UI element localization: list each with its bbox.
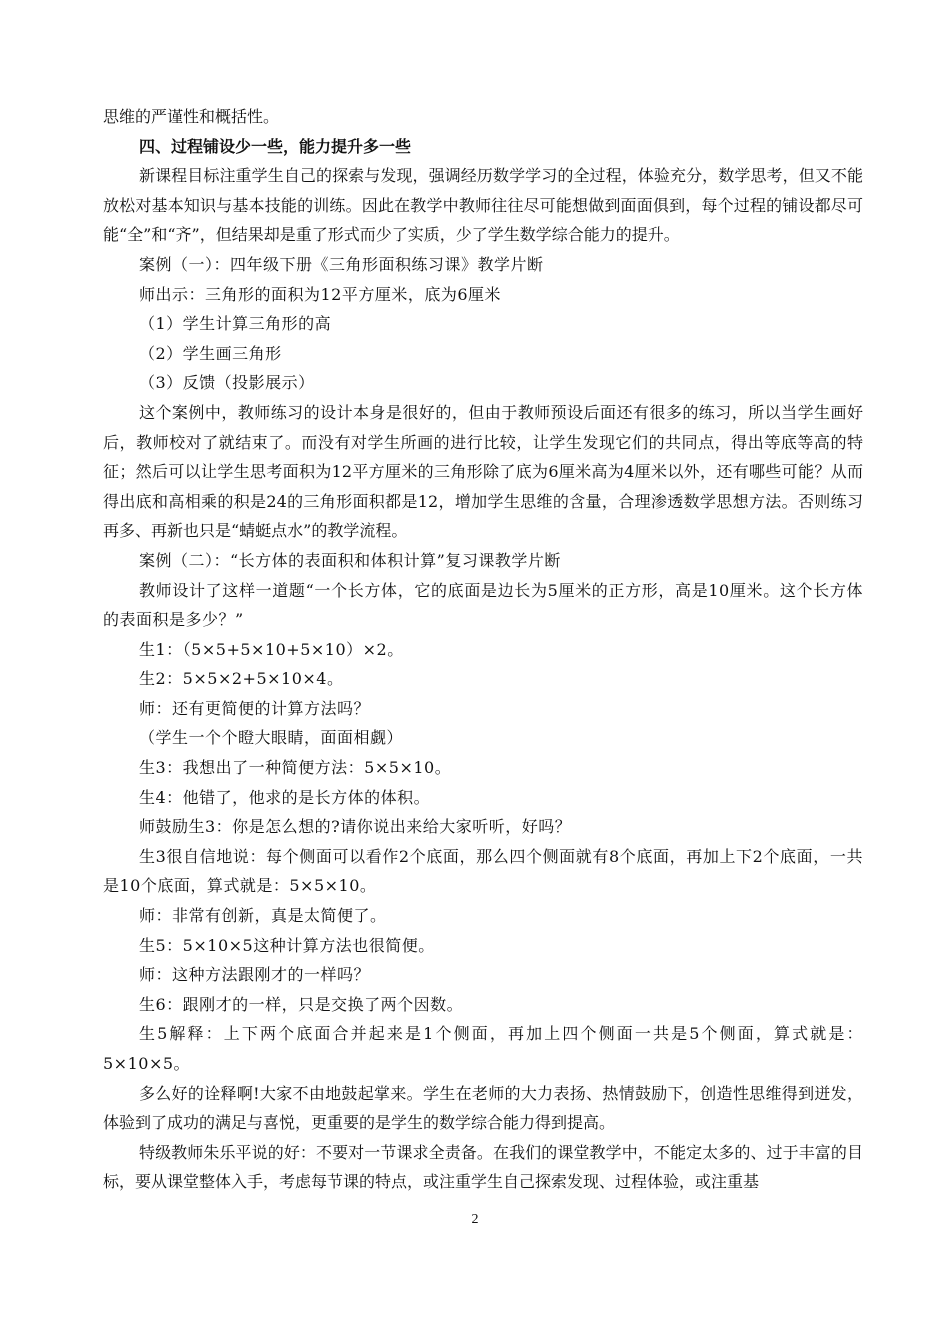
paragraph: 教师设计了这样一道题“一个长方体，它的底面是边长为5厘米的正方形，高是10厘米。这个长方体的表面积是多少？” [103,580,863,630]
dialogue-line: 生3很自信地说：每个侧面可以看作2个底面，那么四个侧面就有8个底面，再加上下2个底面，一共是10个底面，算式就是：5×5×10。 [103,846,863,896]
dialogue-line: （学生一个个瞪大眼睛，面面相觑） [139,728,404,748]
dialogue-line: 生3：我想出了一种简便方法：5×5×10。 [139,758,452,778]
list-item: （1）学生计算三角形的高 [139,314,332,334]
paragraph: 新课程目标注重学生自己的探索与发现，强调经历数学学习的全过程，体验充分，数学思考，但又不能放松对基本知识与基本技能的训练。因此在教学中教师往往尽可能想做到面面俱到，每个过程的铺设都尽可能“全”和“齐”，但结果却是重了形式而少了实质，少了学生数学综合能力的提升。 [103,166,863,245]
paragraph: 思维的严谨性和概括性。 [103,107,280,126]
paragraph: 这个案例中，教师练习的设计本身是很好的，但由于教师预设后面还有很多的练习，所以当学生画好后，教师校对了就结束了。而没有对学生所画的进行比较，让学生发现它们的共同点，得出等底等高的特征；然后可以让学生思考面积为12平方厘米的三角形除了底为6厘米高为4厘米以外，还有哪些可能？从而得出底和高相乘的积是24的三角形面积都是12，增加学生思维的含量，合理渗透数学思想方法。否则练习再多、再新也只是“蜻蜓点水”的教学流程。 [103,402,863,541]
dialogue-line: 师：还有更简便的计算方法吗？ [139,698,371,718]
case-title: 案例（一）：四年级下册《三角形面积练习课》教学片断 [139,254,544,274]
dialogue-line: 生5解释：上下两个底面合并起来是1个侧面，再加上四个侧面一共是5个侧面，算式就是：5×10×5。 [103,1024,863,1073]
section-heading: 四、过程铺设少一些，能力提升多一些 [139,136,412,156]
case-title: 案例（二）：“长方体的表面积和体积计算”复习课教学片断 [139,550,561,570]
page-number: 2 [471,1212,479,1227]
dialogue-line: 师：非常有创新，真是太简便了。 [139,906,387,926]
paragraph: 特级教师朱乐平说的好：不要对一节课求全责备。在我们的课堂教学中，不能定太多的、过于丰富的目标，要从课堂整体入手，考虑每节课的特点，或注重学生自己探索发现、过程体验，或注重基 [103,1142,863,1192]
dialogue-line: 生6：跟刚才的一样，只是交换了两个因数。 [139,994,464,1014]
dialogue-line: 生2：5×5×2+5×10×4。 [139,669,344,689]
list-item: （2）学生画三角形 [139,343,282,363]
dialogue-line: 生1：（5×5+5×10+5×10）×2。 [139,639,404,659]
paragraph: 师出示：三角形的面积为12平方厘米，底为6厘米 [139,284,502,304]
dialogue-line: 生4：他错了，他求的是长方体的体积。 [139,787,431,807]
body-text [103,102,863,1197]
dialogue-line: 师：这种方法跟刚才的一样吗？ [139,965,371,985]
dialogue-line: 生5：5×10×5这种计算方法也很简便。 [139,935,435,955]
list-item: （3）反馈（投影展示） [139,373,315,393]
dialogue-line: 师鼓励生3：你是怎么想的?请你说出来给大家听听，好吗？ [139,817,572,837]
paragraph: 多么好的诠释啊!大家不由地鼓起掌来。学生在老师的大力表扬、热情鼓励下，创造性思维得到迸发，体验到了成功的满足与喜悦，更重要的是学生的数学综合能力得到提高。 [103,1083,863,1133]
